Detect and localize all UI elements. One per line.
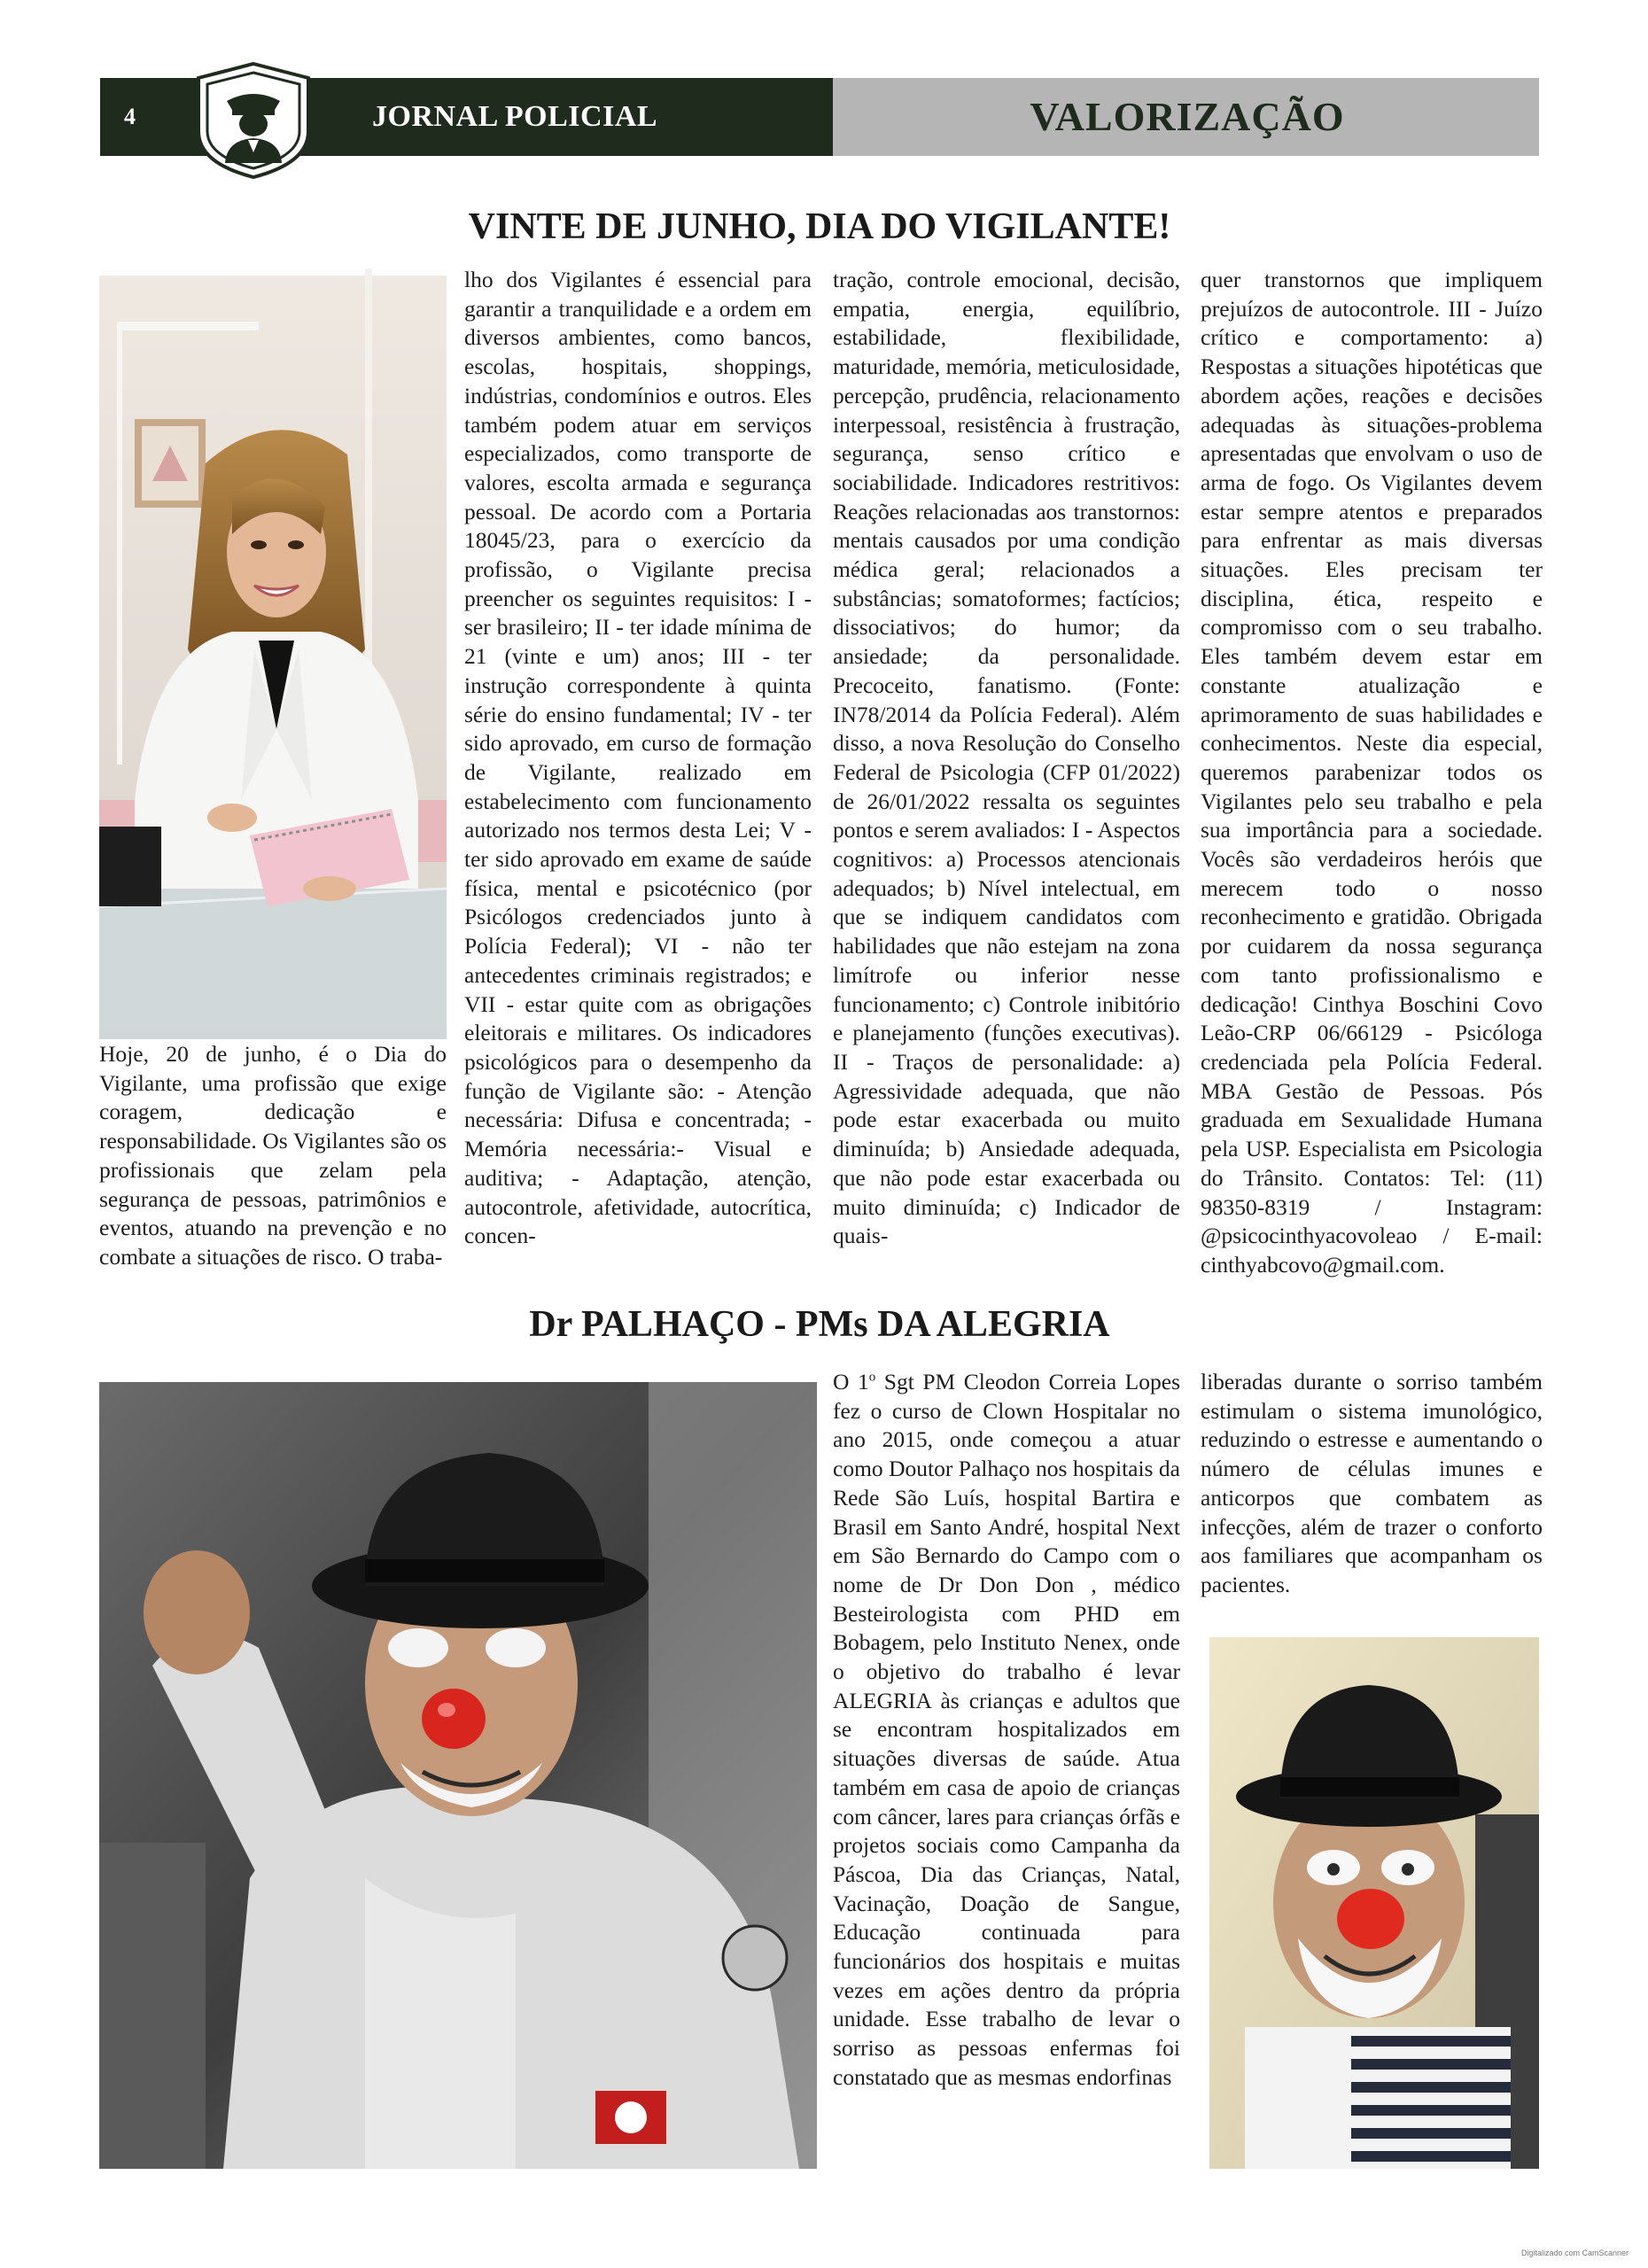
article1-column-1 [99,1040,447,1284]
police-badge-icon [191,60,315,181]
ordinal-indicator: o [868,1370,876,1385]
article1-paragraph-1: Hoje, 20 de junho, é o Dia do Vigilante, uma profissão que exige coragem, dedicação e responsabilidade. Os Vigilantes são os profissionais que zelam pela segurança de pessoas, patrimônios e eventos, atuando na prevenção e no combate a situações de risco. O traba- [99,1041,447,1270]
article1-paragraph-4: quer transtornos que impliquem prejuízos de autocontrole. III - Juízo crítico e comportamento: a) Respostas a situações hipotéticas que abordem ações, reações e decisões adequadas às situações-problema apresentadas que envolvam o uso de arma de fogo. Os Vigilantes devem estar sempre atentos e preparados para enfrentar as mais diversas situações. Eles precisam ter disciplina, ética, respeito e compromisso com o seu trabalho. Eles também devem estar em constante atualização e aprimoramento de suas habilidades e conhecimentos. Neste dia especial, queremos parabenizar todos os Vigilantes pelo seu trabalho e pela sua importância para a sociedade. Vocês são verdadeiros heróis que merecem todo o nosso reconhecimento e gratidão. Obrigada por cuidarem da nossa segurança com tanto profissionalismo e dedicação! Cinthya Boschini Covo Leão-CRP 06/66129 - Psicóloga credenciada pela Polícia Federal. MBA Gestão de Pessoas. Pós graduada em Sexualidade Humana pela USP. Especialista em Psicologia do Trânsito. Contatos: Tel: (11) 98350-8319 / Instagram: @psicocinthyacovoleao / E-mail: cinthyabcovo@gmail.com. [1201,267,1543,1278]
article1-column-4 [1201,266,1543,1285]
page-number: 4 [124,104,136,129]
psychologist-photo [99,268,447,1039]
section-title: VALORIZAÇÃO [1030,94,1345,139]
newspaper-name: JORNAL POLICIAL [372,100,658,133]
article2-paragraph-1 [833,1368,1180,2093]
article1-paragraph-2: lho dos Vigilantes é essencial para garantir a tranquilidade e a ordem em diversos ambientes, como bancos, escolas, hospitais, shoppings, indústrias, condomínios e outros. Eles também podem atuar em serviços especializados, como transporte de valores, escolta armada e segurança pessoal. De acordo com a Portaria 18045/23, para o exercício da profissão, o Vigilante precisa preencher os seguintes requisitos: I - ser brasileiro; II - ter idade mínima de 21 (vinte e um) anos; III - ter instrução correspondente à quinta série do ensino fundamental; IV - ter sido aprovado, em curso de formação de Vigilante, realizado em estabelecimento com funcionamento autorizado nos termos desta Lei; V - ter sido aprovado em exame de saúde física, mental e psicotécnico (por Psicólogos credenciados junto à Polícia Federal); VI - não ter antecedentes criminais registrados; e VII - estar quite com as obrigações eleitorais e militares. Os indicadores psicológicos para o desempenho da função de Vigilante são: - Atenção necessária: Difusa e concentrada; - Memória necessária:- Visual e auditiva; - Adaptação, atenção, autocontrole, afetividade, autocrítica, concen- [464,267,812,1249]
article2-column-1 [833,1368,1180,2179]
article2-paragraph-1-text: Sgt PM Cleodon Correia Lopes fez o curso de Clown Hospitalar no ano 2015, onde começou a atuar como Doutor Palhaço nos hospitais da Rede São Luís, hospital Bartira e Brasil em Santo André, hospital Next em São Bernardo do Campo com o nome de Dr Don Don , médico Besteirologista com PHD em Bobagem, pelo Instituto Nenex, onde o objetivo do trabalho é levar ALEGRIA às crianças e adultos que se encontram hospitalizados em situações diversas de saúde. Atua também em casa de apoio de crianças com câncer, lares para crianças órfãs e projetos sociais como Campanha da Páscoa, Dia das Crianças, Natal, Vacinação, Doação de Sangue, Educação continuada para funcionários dos hospitais e muitas vezes em ações dentro da própria unidade. Esse trabalho de levar o sorriso as pessoas enfermas foi constatado que as mesmas endorfinas [833,1369,1180,2090]
article2-column-2 [1201,1368,1543,1625]
clown-portrait-photo [1209,1637,1539,2169]
article1-column-3 [833,266,1180,1285]
article2-paragraph-2: liberadas durante o sorriso também estimulam o sistema imunológico, reduzindo o estresse e aumentando o número de células imunes e anticorpos que combatem as infecções, além de trazer o conforto aos familiares que acompanham os pacientes. [1201,1369,1543,1597]
article1-column-2 [464,266,812,1285]
article1-paragraph-3: tração, controle emocional, decisão, empatia, energia, equilíbrio, estabilidade, flexibilidade, maturidade, memória, meticulosidade, percepção, prudência, relacionamento interpessoal, resistência à frustração, segurança, senso crítico e sociabilidade. Indicadores restritivos: Reações relacionadas aos transtornos: mentais causados por uma condição médica geral; relacionados a substâncias; somatoformes; factícios; dissociativos; do humor; da ansiedade; da personalidade. Precoceito, fanatismo. (Fonte: IN78/2014 da Polícia Federal). Além disso, a nova Resolução do Conselho Federal de Psicologia (CFP 01/2022) de 26/01/2022 ressalta os seguintes pontos e serem avaliados: I - Aspectos cognitivos: a) Processos atencionais adequados; b) Nível intelectual, em que se indiquem candidatos com habilidades que não estejam na zona limítrofe ou inferior nesse funcionamento; c) Controle inibitório e planejamento (funções executivas). II - Traços de personalidade: a) Agressividade adequada, que não pode estar exacerbada ou muito diminuída; b) Ansiedade adequada, que não pode estar exacerbada ou muito diminuída; c) Indicador de quais- [833,267,1180,1249]
article1-headline: VINTE DE JUNHO, DIA DO VIGILANTE! [468,206,1171,247]
scanner-watermark: Digitalizado com CamScanner [1520,2249,1629,2257]
article2-headline: Dr PALHAÇO - PMs DA ALEGRIA [529,1304,1110,1345]
rank-text: O 1 [833,1369,869,1394]
clown-officer-photo [99,1382,817,2169]
